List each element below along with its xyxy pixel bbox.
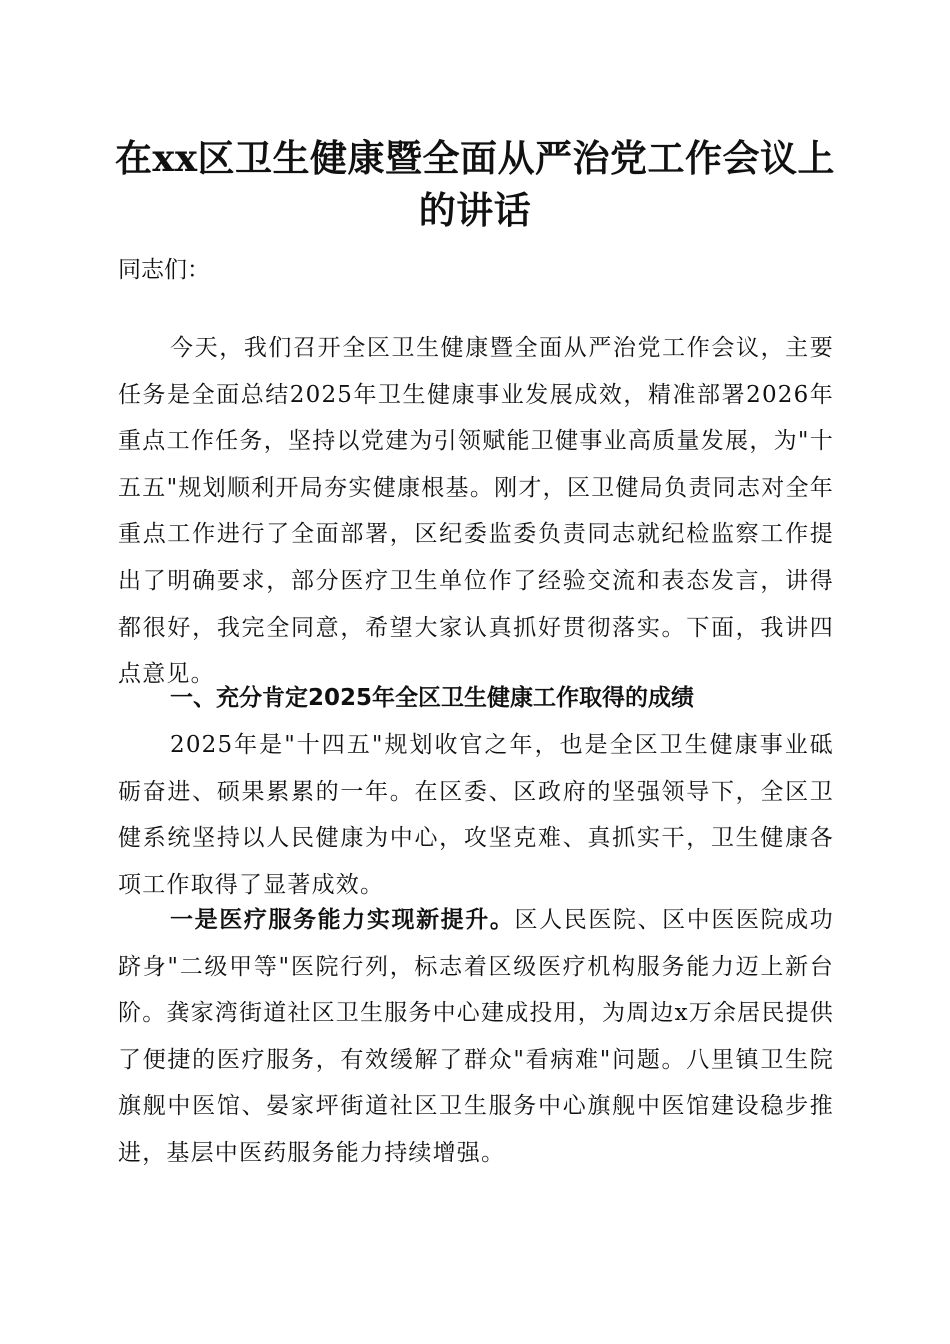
medical-service-paragraph [118,897,834,1177]
paragraph-lead: 一是医疗服务能力实现新提升。 [170,907,515,933]
document-title: 在xx区卫生健康暨全面从严治党工作会议上的讲话 [114,136,836,232]
salutation: 同志们： [118,257,210,283]
paragraph-body: 区人民医院、区中医医院成功跻身"二级甲等"医院行列，标志着区级医疗机构服务能力迈上新台阶。龚家湾街道社区卫生服务中心建成投用，为周边x万余居民提供了便捷的医疗服务，有效缓解了群众"看病难"问题。八里镇卫生院旗舰中医馆、晏家坪街道社区卫生服务中心旗舰中医馆建设稳步推进，基层中医药服务能力持续增强。 [118,907,834,1166]
section-heading: 一、充分肯定2025年全区卫生健康工作取得的成绩 [170,685,695,711]
summary-paragraph: 2025年是"十四五"规划收官之年，也是全区卫生健康事业砥砺奋进、硕果累累的一年。在区委、区政府的坚强领导下，全区卫健系统坚持以人民健康为中心，攻坚克难、真抓实干，卫生健康各项工作取得了显著成效。 [118,732,834,898]
intro-paragraph: 今天，我们召开全区卫生健康暨全面从严治党工作会议，主要任务是全面总结2025年卫生健康事业发展成效，精准部署2026年重点工作任务，坚持以党建为引领赋能卫健事业高质量发展，为"十五五"规划顺利开局夯实健康根基。刚才，区卫健局负责同志对全年重点工作进行了全面部署，区纪委监委负责同志就纪检监察工作提出了明确要求，部分医疗卫生单位作了经验交流和表态发言，讲得都很好，我完全同意，希望大家认真抓好贯彻落实。下面，我讲四点意见。 [118,335,834,688]
